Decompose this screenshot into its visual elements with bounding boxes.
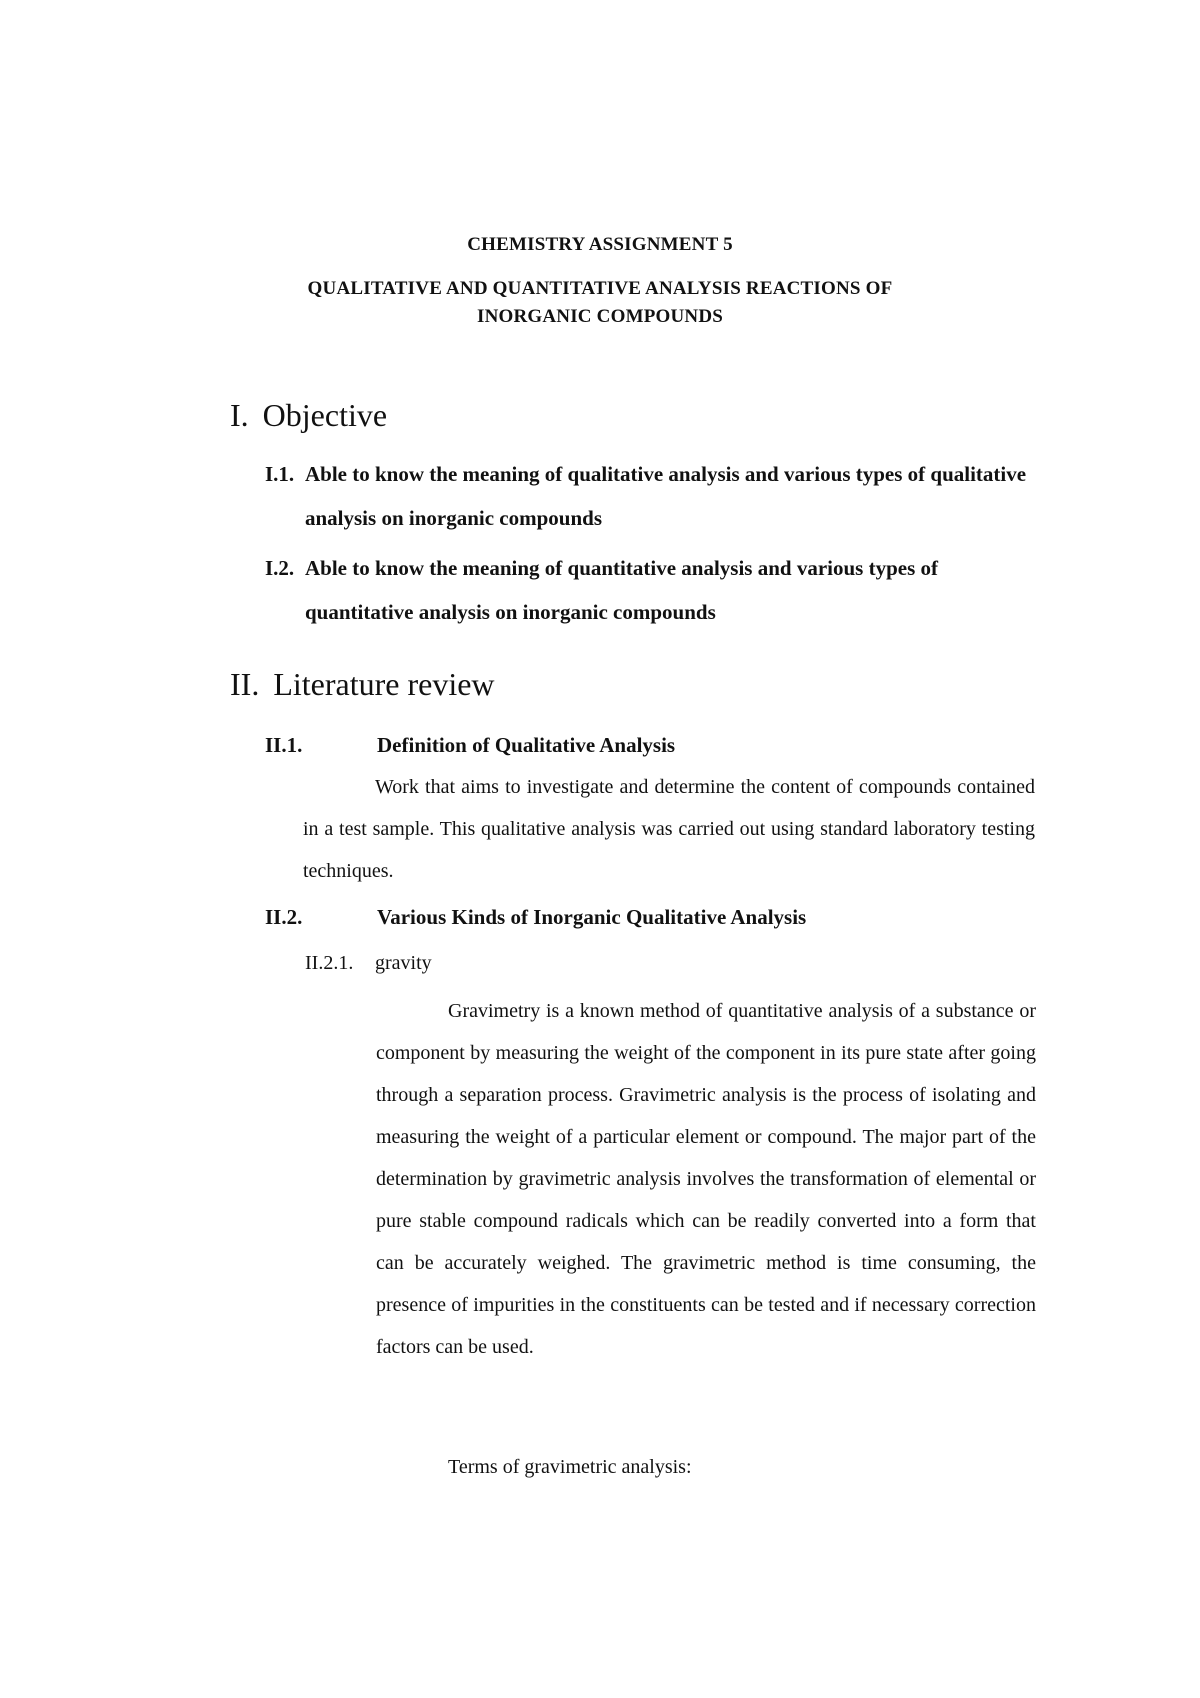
subsubsection-heading-gravity [305,952,705,980]
subsection-heading-definition [265,733,965,761]
objective-item-number: I.1. [265,462,295,486]
gravimetric-terms-label: Terms of gravimetric analysis: [448,1456,692,1478]
objective-item-number: I.2. [265,556,295,580]
section-number: I. [230,397,249,433]
objective-item [265,546,1035,634]
section-title: Objective [262,397,388,433]
subsection-title: Various Kinds of Inorganic Qualitative Analysis [377,905,807,929]
subsubsection-title: gravity [375,952,432,974]
objective-item-text: Able to know the meaning of qualitative analysis and various types of qualitative analysis on inorganic compounds [305,462,1027,530]
section-heading-objective [230,397,387,434]
section-title: Literature review [273,666,495,702]
document-title: CHEMISTRY ASSIGNMENT 5 [467,234,733,255]
subsection-title: Definition of Qualitative Analysis [377,733,676,757]
document-subtitle-line1: QUALITATIVE AND QUANTITATIVE ANALYSIS REACTIONS OF [307,278,893,299]
definition-paragraph: Work that aims to investigate and determine the content of compounds contained in a test sample. This qualitative analysis was carried out using standard laboratory testing techniques. [303,776,1035,882]
subsection-number: II.1. [265,733,303,757]
subsubsection-number: II.2.1. [305,952,354,974]
document-subtitle-line2: INORGANIC COMPOUNDS [476,306,724,327]
section-heading-literature-review [230,666,495,703]
section-number: II. [230,666,260,702]
subsection-heading-various-kinds [265,905,965,933]
gravimetry-paragraph: Gravimetry is a known method of quantitative analysis of a substance or component by measuring the weight of the component in its pure state after going through a separation process. Gravimetric analysis is the process of isolating and measuring the weight of a particular element or compound. The major part of the determination by gravimetric analysis involves the transformation of elemental or pure stable compound radicals which can be readily converted into a form that can be accurately weighed. The gravimetric method is time consuming, the presence of impurities in the constituents can be tested and if necessary correction factors can be used. [376,1000,1036,1358]
objective-item-text: Able to know the meaning of quantitative analysis and various types of quantitative analysis on inorganic compounds [305,556,938,624]
objective-item [265,452,1035,540]
subsection-number: II.2. [265,905,303,929]
